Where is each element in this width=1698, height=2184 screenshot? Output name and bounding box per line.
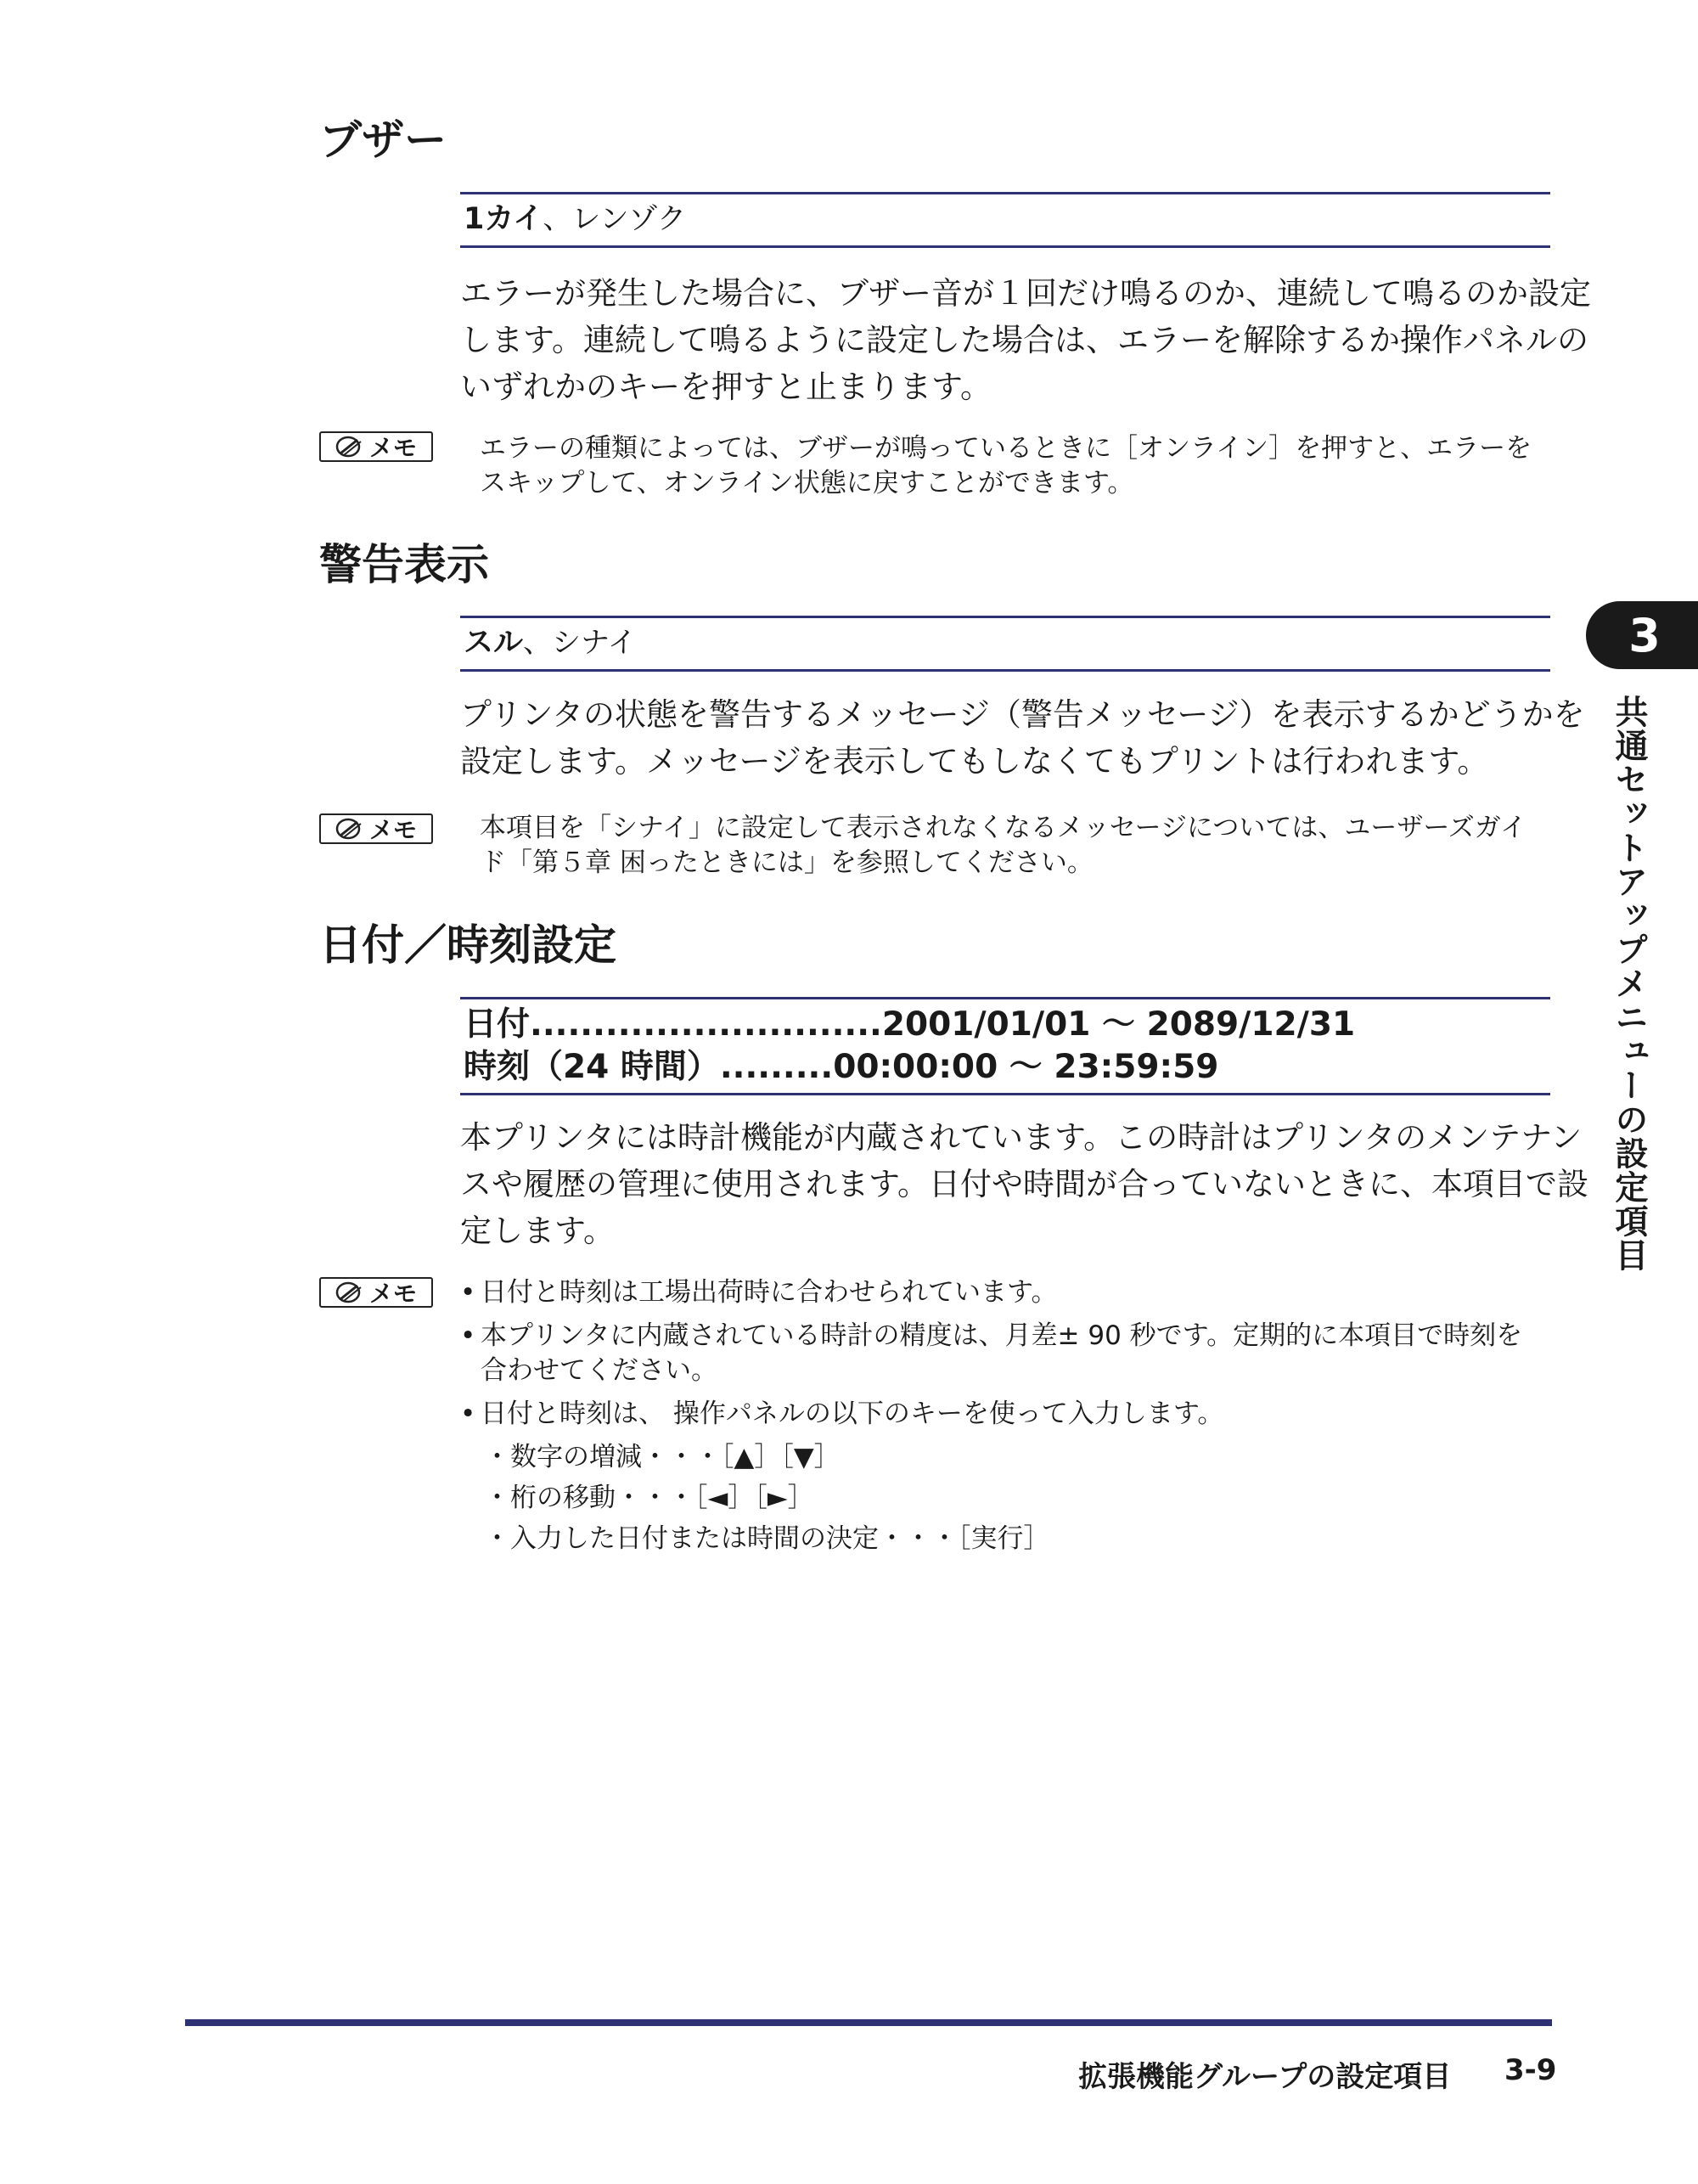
warning-option-rest: 、シナイ <box>523 626 637 660</box>
memo-bullet-line: • 本プリンタに内蔵されている時計の精度は、月差± 90 秒です。定期的に本項目で時刻を <box>481 1320 1523 1351</box>
buzzer-heading: ブザー <box>319 115 447 165</box>
buzzer-description <box>460 270 1591 410</box>
chapter-tab: 3 <box>1586 601 1698 669</box>
memo-bullet <box>458 1319 1554 1388</box>
memo-label: メモ <box>368 434 417 462</box>
buzzer-option-default: 1カイ <box>464 202 543 236</box>
warning-option-default: スル <box>464 626 524 660</box>
date-range: 日付............................2001/01/01 ～ 2089/12/31 <box>464 1005 1356 1044</box>
memo-badge <box>319 431 433 462</box>
warning-options <box>460 618 1550 667</box>
warning-memo-text <box>480 811 1554 881</box>
memo-line: スキップして、オンライン状態に戻すことができます。 <box>480 468 1134 498</box>
datetime-description <box>460 1114 1589 1254</box>
memo-line: エラーの種類によっては、ブザーが鳴っているときに［オンライン］を押すと、エラーを <box>480 433 1532 464</box>
chapter-vertical-title: 共通セットアップメニューの設定項目 <box>1610 695 1648 1272</box>
memo-bullet <box>458 1275 1554 1310</box>
warning-desc-line: 設定します。メッセージを表示してもしなくてもプリントは行われます。 <box>460 743 1489 780</box>
pencil-icon <box>335 1281 364 1303</box>
warning-desc-line: プリンタの状態を警告するメッセージ（警告メッセージ）を表示するかどうかを <box>460 696 1585 733</box>
memo-bullet <box>458 1397 1554 1432</box>
datetime-heading: 日付／時刻設定 <box>319 920 616 970</box>
warning-heading: 警告表示 <box>319 540 489 589</box>
warning-option-box <box>460 616 1550 672</box>
datetime-desc-line: スや履歴の管理に使用されます。日付や時間が合っていないときに、本項目で設 <box>460 1166 1589 1202</box>
footer-title: 拡張機能グループの設定項目 <box>1078 2060 1452 2094</box>
page-number: 3-9 <box>1504 2053 1557 2087</box>
memo-bullet-line: • 日付と時刻は工場出荷時に合わせられています。 <box>481 1277 1058 1308</box>
datetime-desc-line: 定します。 <box>460 1213 616 1249</box>
warning-description <box>460 691 1585 785</box>
memo-bullet-line: 合わせてください。 <box>481 1355 717 1386</box>
datetime-memo-list <box>458 1275 1554 1559</box>
buzzer-option-rest: 、レンゾク <box>543 202 687 236</box>
buzzer-options <box>460 194 1550 244</box>
time-range: 時刻（24 時間）.........00:00:00 ～ 23:59:59 <box>464 1048 1219 1086</box>
footer-rule <box>185 2019 1552 2026</box>
memo-line: ド「第５章 困ったときには」を参照してください。 <box>480 847 1094 878</box>
buzzer-desc-line: いずれかのキーを押すと止まります。 <box>460 369 992 405</box>
memo-bullet-line: • 日付と時刻は、 操作パネルの以下のキーを使って入力します。 <box>481 1399 1224 1429</box>
memo-subitem: ・桁の移動・・・［◄］［►］ <box>484 1483 814 1513</box>
buzzer-memo-text <box>480 431 1554 501</box>
datetime-ranges <box>460 999 1550 1089</box>
buzzer-desc-line: します。連続して鳴るように設定した場合は、エラーを解除するか操作パネルの <box>460 322 1589 358</box>
pencil-icon <box>335 436 364 458</box>
memo-label: メモ <box>368 1280 417 1308</box>
memo-label: メモ <box>368 816 417 844</box>
memo-subitem: ・数字の増減・・・［▲］［▼］ <box>484 1442 841 1472</box>
memo-subitem: ・入力した日付または時間の決定・・・［実行］ <box>484 1523 1050 1554</box>
memo-line: 本項目を「シナイ」に設定して表示されなくなるメッセージについては、ユーザーズガイ <box>480 813 1527 843</box>
memo-badge <box>319 1277 433 1308</box>
memo-badge <box>319 813 433 844</box>
datetime-option-box <box>460 997 1550 1095</box>
datetime-desc-line: 本プリンタには時計機能が内蔵されています。この時計はプリンタのメンテナン <box>460 1119 1583 1156</box>
pencil-icon <box>335 818 364 840</box>
buzzer-option-box <box>460 192 1550 248</box>
buzzer-desc-line: エラーが発生した場合に、ブザー音が１回だけ鳴るのか、連続して鳴るのか設定 <box>460 275 1591 312</box>
